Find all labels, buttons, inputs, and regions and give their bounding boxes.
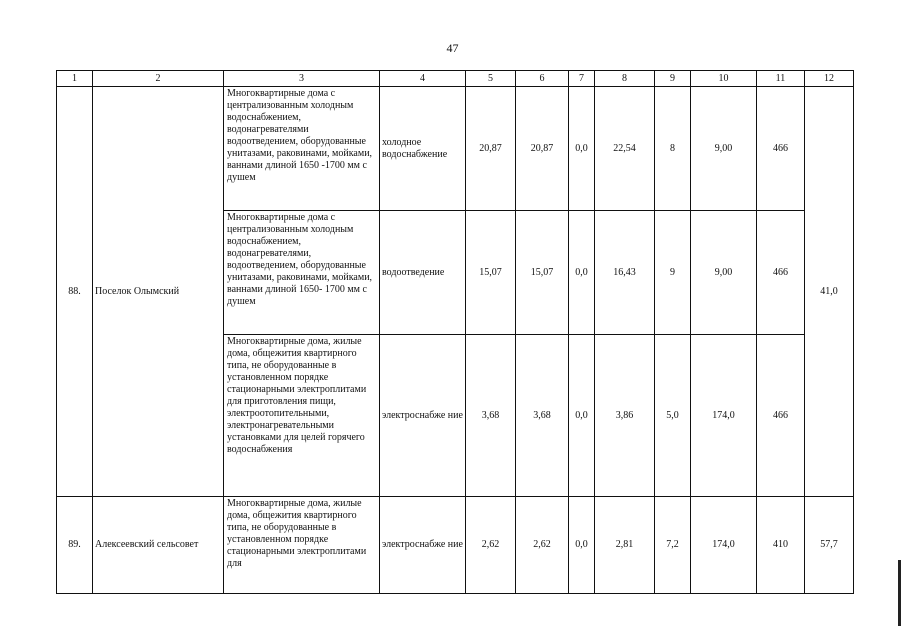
row-number: 88.	[57, 87, 93, 497]
cell-col5: 3,68	[466, 335, 516, 497]
cell-col11: 466	[757, 87, 805, 211]
table-row	[57, 497, 854, 594]
settlement-name: Алексеевский сельсовет	[93, 497, 224, 594]
cell-col8: 3,86	[595, 335, 655, 497]
cell-col11: 466	[757, 335, 805, 497]
service-type: холодное водоснабжение	[380, 87, 466, 211]
cell-col10: 174,0	[691, 335, 757, 497]
column-header: 8	[595, 71, 655, 87]
column-header: 11	[757, 71, 805, 87]
cell-col9: 9	[655, 211, 691, 335]
cell-col10: 174,0	[691, 497, 757, 594]
cell-col7: 0,0	[569, 497, 595, 594]
housing-description: Многоквартирные дома с централизованным холодным водоснабжением, водонагревателями, водоотведением, оборудованные унитазами, раковинами, мойками, ваннами длиной 1650- 1700 мм с душем	[224, 211, 380, 335]
column-header: 10	[691, 71, 757, 87]
scan-edge-mark	[898, 560, 901, 626]
cell-col6: 3,68	[516, 335, 569, 497]
housing-description: Многоквартирные дома, жилые дома, общежития квартирного типа, не оборудованные в установленном порядке стационарными электроплитами для	[224, 497, 380, 594]
header-row	[57, 71, 854, 87]
cell-col5: 20,87	[466, 87, 516, 211]
column-header: 12	[805, 71, 854, 87]
service-type: электроснабже ние	[380, 335, 466, 497]
cell-col6: 2,62	[516, 497, 569, 594]
column-header: 4	[380, 71, 466, 87]
settlement-name: Поселок Олымский	[93, 87, 224, 497]
cell-col7: 0,0	[569, 335, 595, 497]
cell-col10: 9,00	[691, 211, 757, 335]
cell-col12: 41,0	[805, 87, 854, 497]
table-row	[57, 87, 854, 211]
column-header: 1	[57, 71, 93, 87]
row-number: 89.	[57, 497, 93, 594]
column-header: 9	[655, 71, 691, 87]
service-type: водоотведение	[380, 211, 466, 335]
cell-col9: 8	[655, 87, 691, 211]
cell-col12: 57,7	[805, 497, 854, 594]
housing-description: Многоквартирные дома, жилые дома, общежития квартирного типа, не оборудованные в установленном порядке стационарными электроплитами для приготовления пищи, электроотопительными, электронагревательными установками для целей горячего водоснабжения	[224, 335, 380, 497]
cell-col6: 20,87	[516, 87, 569, 211]
cell-col7: 0,0	[569, 87, 595, 211]
column-header: 3	[224, 71, 380, 87]
tariff-table	[56, 70, 854, 594]
cell-col7: 0,0	[569, 211, 595, 335]
cell-col10: 9,00	[691, 87, 757, 211]
cell-col8: 2,81	[595, 497, 655, 594]
column-header: 6	[516, 71, 569, 87]
housing-description: Многоквартирные дома с централизованным холодным водоснабжением, водонагревателями водоотведением, оборудованные унитазами, раковинами, мойками, ваннами длиной 1650 -1700 мм с душем	[224, 87, 380, 211]
column-header: 2	[93, 71, 224, 87]
page-number: 47	[446, 41, 459, 55]
cell-col6: 15,07	[516, 211, 569, 335]
column-header: 5	[466, 71, 516, 87]
cell-col11: 410	[757, 497, 805, 594]
cell-col9: 5,0	[655, 335, 691, 497]
cell-col5: 15,07	[466, 211, 516, 335]
cell-col8: 16,43	[595, 211, 655, 335]
column-header: 7	[569, 71, 595, 87]
cell-col9: 7,2	[655, 497, 691, 594]
service-type: электроснабже ние	[380, 497, 466, 594]
cell-col5: 2,62	[466, 497, 516, 594]
cell-col8: 22,54	[595, 87, 655, 211]
cell-col11: 466	[757, 211, 805, 335]
